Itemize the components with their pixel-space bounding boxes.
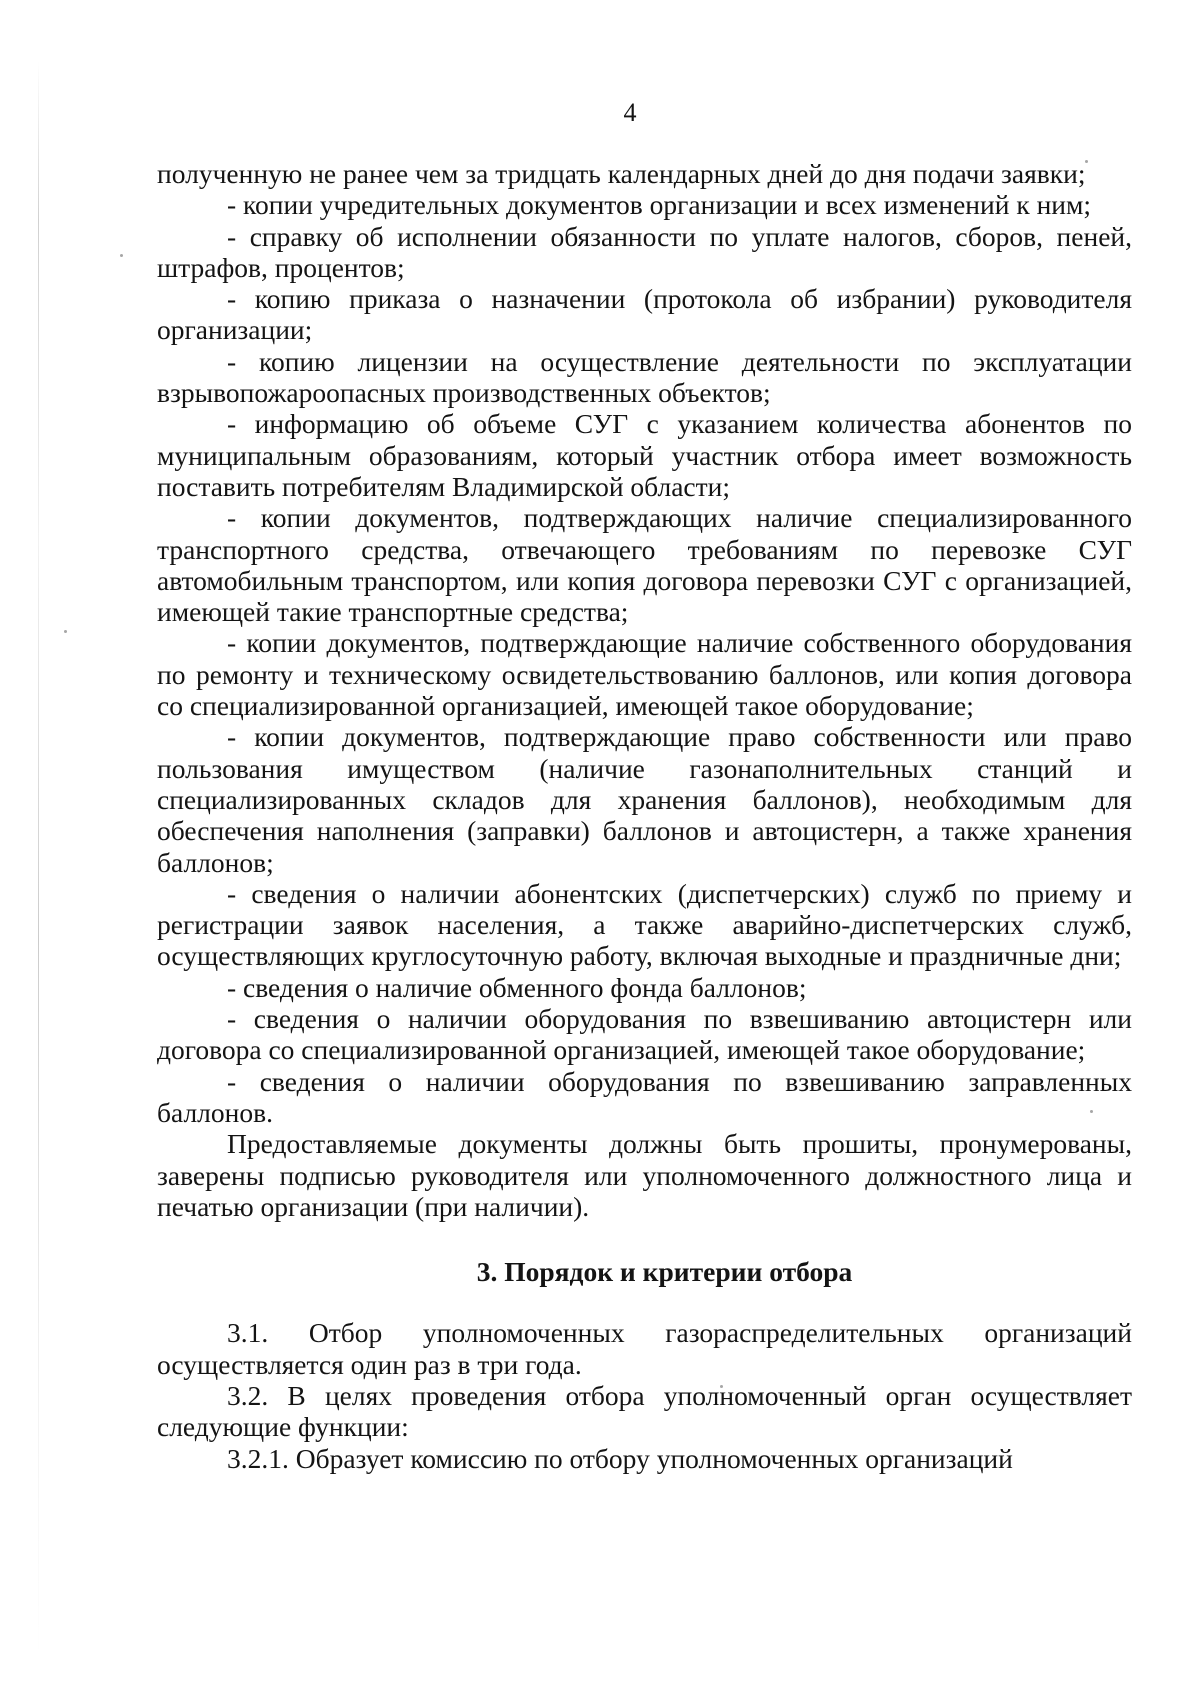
list-item: - сведения о наличии оборудования по взвешиванию автоцистерн или договора со специализированной организацией, имеющей такое оборудование; [157,1003,1132,1066]
list-item: - справку об исполнении обязанности по уплате налогов, сборов, пеней, штрафов, процентов; [157,220,1132,283]
list-item: - копию приказа о назначении (протокола об избрании) руководителя организации; [157,283,1132,346]
scan-speck [1090,1110,1093,1113]
paragraphs-after [157,1317,1132,1473]
list-item: - копии учредительных документов организации и всех изменений к ним; [227,189,1092,221]
list-item: - копии документов, подтверждающих наличие специализированного транспортного средства, отвечающего требованиям по перевозке СУГ автомобильным транспортом, или копия договора перевозки СУГ с организацией, имеющей такие транспортные средства; [157,502,1132,628]
scan-speck [1085,160,1088,163]
scan-speck [64,630,67,633]
page-number: 4 [623,98,637,127]
list-item: - копии документов, подтверждающие наличие собственного оборудования по ремонту и техническому освидетельствованию баллонов, или копия договора со специализированной организацией, имеющей такое оборудование; [157,627,1132,722]
list-item: - сведения о наличии абонентских (диспетчерских) служб по приему и регистрации заявок населения, а также аварийно-диспетчерских служб, осуществляющих круглосуточную работу, включая выходные и праздничные дни; [157,877,1132,972]
scan-speck [720,1385,723,1388]
list-item: - сведения о наличие обменного фонда баллонов; [227,971,807,1003]
numbered-clause: 3.2.1. Образует комиссию по отбору уполномоченных организаций [227,1442,1013,1474]
paragraph: Предоставляемые документы должны быть прошиты, пронумерованы, заверены подписью руководителя или уполномоченного должностного лица и печатью организации (при наличии). [157,1128,1132,1222]
list-item: - сведения о наличии оборудования по взвешиванию заправленных баллонов. [157,1065,1132,1128]
paragraph: полученную не ранее чем за тридцать календарных дней до дня подачи заявки; [157,158,1086,189]
list-item: - информацию об объеме СУГ с указанием количества абонентов по муниципальным образованиям, который участник отбора имеет возможность поставить потребителям Владимирской области; [157,408,1132,502]
document-body [157,158,1132,1474]
scan-edge-line [38,60,39,1660]
numbered-clause: 3.2. В целях проведения отбора уполномоченный орган осуществляет следующие функции: [157,1379,1132,1443]
list-item: - копию лицензии на осуществление деятельности по эксплуатации взрывопожароопасных производственных объектов; [157,345,1132,409]
scan-speck [1120,900,1123,903]
scan-speck [120,254,123,257]
numbered-clause: 3.1. Отбор уполномоченных газораспределительных организаций осуществляется один раз в три года. [157,1317,1132,1380]
list-item: - копии документов, подтверждающие право собственности или право пользования имуществом (наличие газонаполнительных станций и специализированных складов для хранения баллонов), необходимым для обеспечения наполнения (заправки) баллонов и автоцистерн, а также хранения баллонов; [157,721,1132,878]
section-heading: 3. Порядок и критерии отбора [476,1256,853,1288]
paragraphs-before [157,158,1132,1222]
